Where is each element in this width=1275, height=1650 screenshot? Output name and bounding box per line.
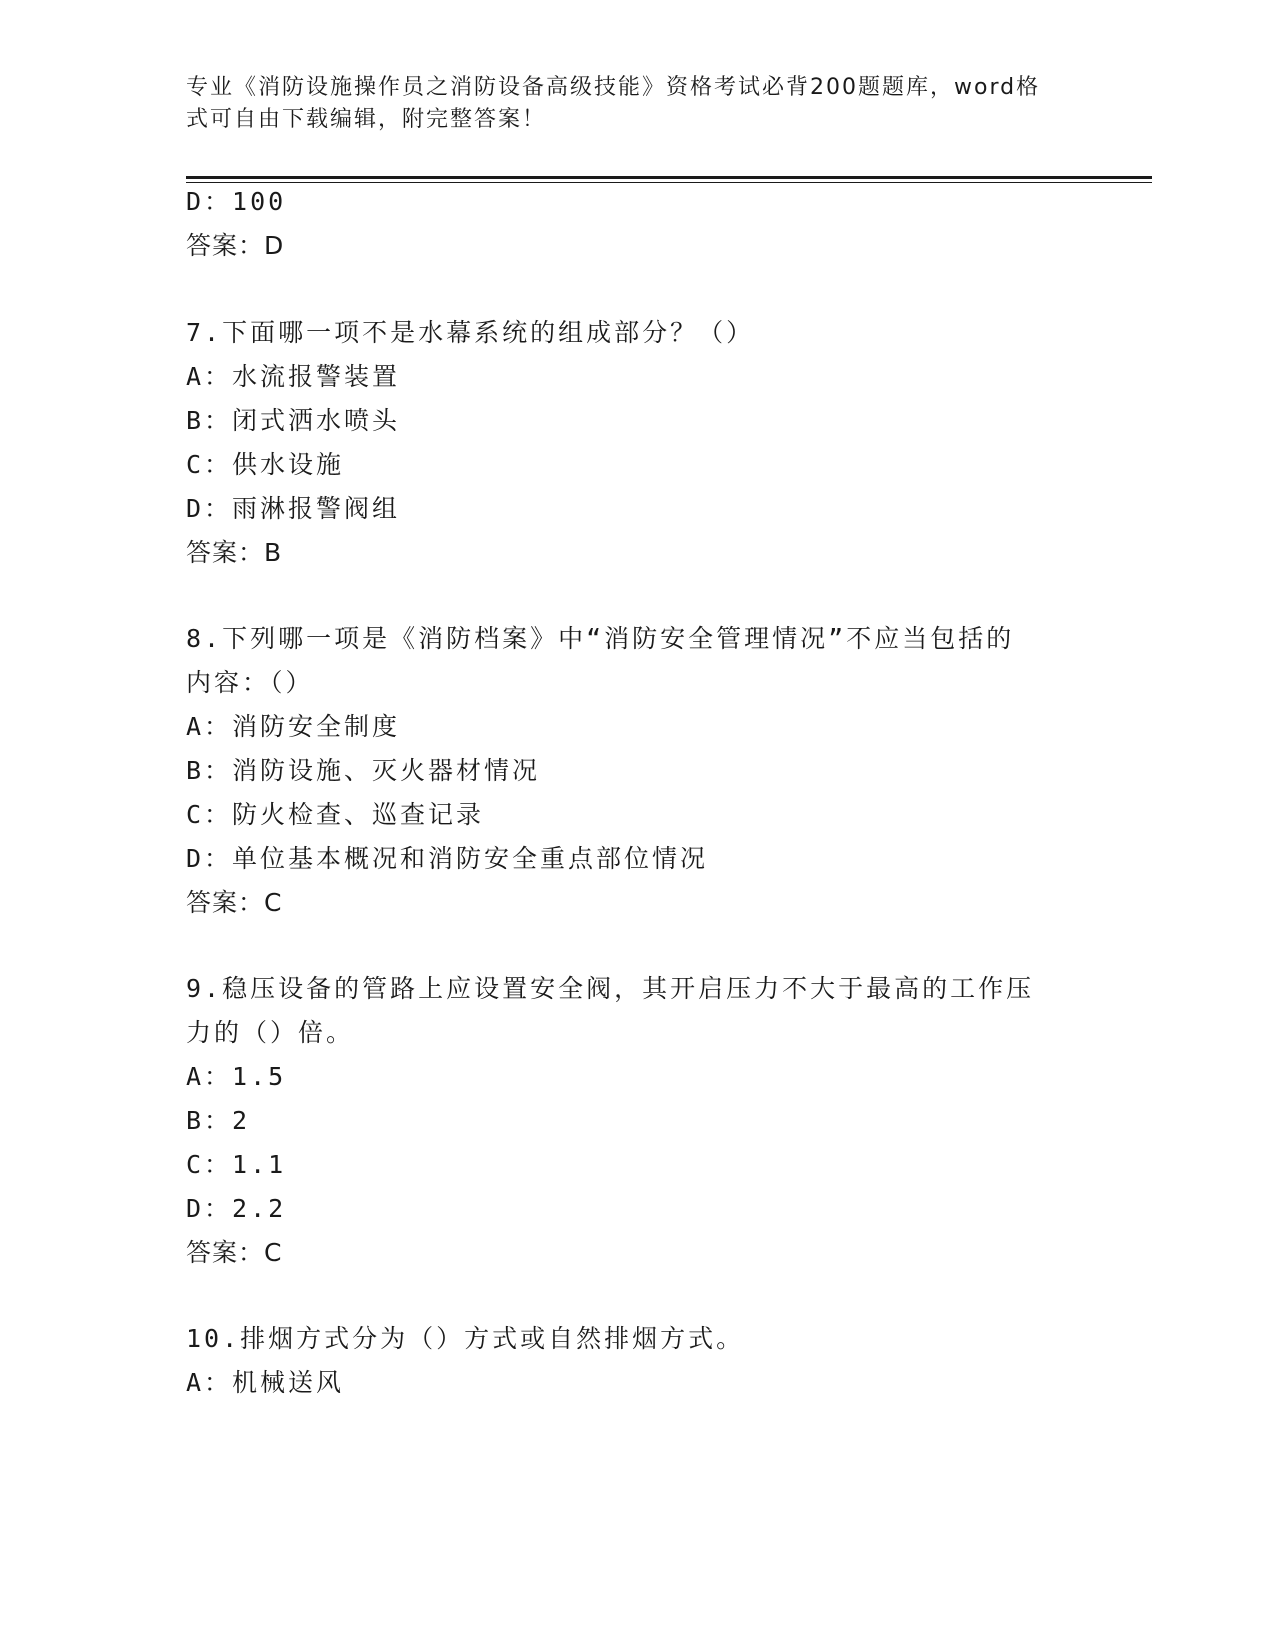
q8-option-a: A：消防安全制度 <box>186 712 401 741</box>
prev-option-d: D：100 <box>186 187 287 216</box>
q9-option-b: B：2 <box>186 1106 251 1135</box>
q9-option-a: A：1.5 <box>186 1062 287 1091</box>
q8-option-d: D：单位基本概况和消防安全重点部位情况 <box>186 844 709 873</box>
q9-option-d: D：2.2 <box>186 1194 287 1223</box>
q7-stem: 7.下面哪一项不是水幕系统的组成部分？（） <box>186 318 755 347</box>
q9-option-c: C：1.1 <box>186 1150 287 1179</box>
q9-stem-line-2: 力的（）倍。 <box>186 1018 355 1047</box>
q9-answer: 答案：C <box>186 1238 283 1267</box>
document-header <box>186 72 1066 136</box>
q7-answer: 答案：B <box>186 538 283 567</box>
header-rule-thin <box>186 182 1152 183</box>
q7-option-b: B：闭式洒水喷头 <box>186 406 401 435</box>
q7-option-d: D：雨淋报警阀组 <box>186 494 401 523</box>
q8-stem-line-2: 内容：（） <box>186 668 314 697</box>
q8-stem-line-1: 8.下列哪一项是《消防档案》中“消防安全管理情况”不应当包括的 <box>186 624 1015 653</box>
header-rule-thick <box>186 176 1152 179</box>
header-line-1: 专业《消防设施操作员之消防设备高级技能》资格考试必背200题题库，word格 <box>186 75 1041 100</box>
q10-stem: 10.排烟方式分为（）方式或自然排烟方式。 <box>186 1324 745 1353</box>
prev-answer: 答案：D <box>186 231 285 260</box>
q8-option-c: C：防火检查、巡查记录 <box>186 800 485 829</box>
q7-option-a: A：水流报警装置 <box>186 362 401 391</box>
q10-option-a: A：机械送风 <box>186 1368 345 1397</box>
header-line-2: 式可自由下载编辑，附完整答案！ <box>186 107 547 132</box>
q8-option-b: B：消防设施、灭火器材情况 <box>186 756 541 785</box>
q9-stem-line-1: 9.稳压设备的管路上应设置安全阀，其开启压力不大于最高的工作压 <box>186 974 1035 1003</box>
q7-option-c: C：供水设施 <box>186 450 345 479</box>
q8-answer: 答案：C <box>186 888 283 917</box>
